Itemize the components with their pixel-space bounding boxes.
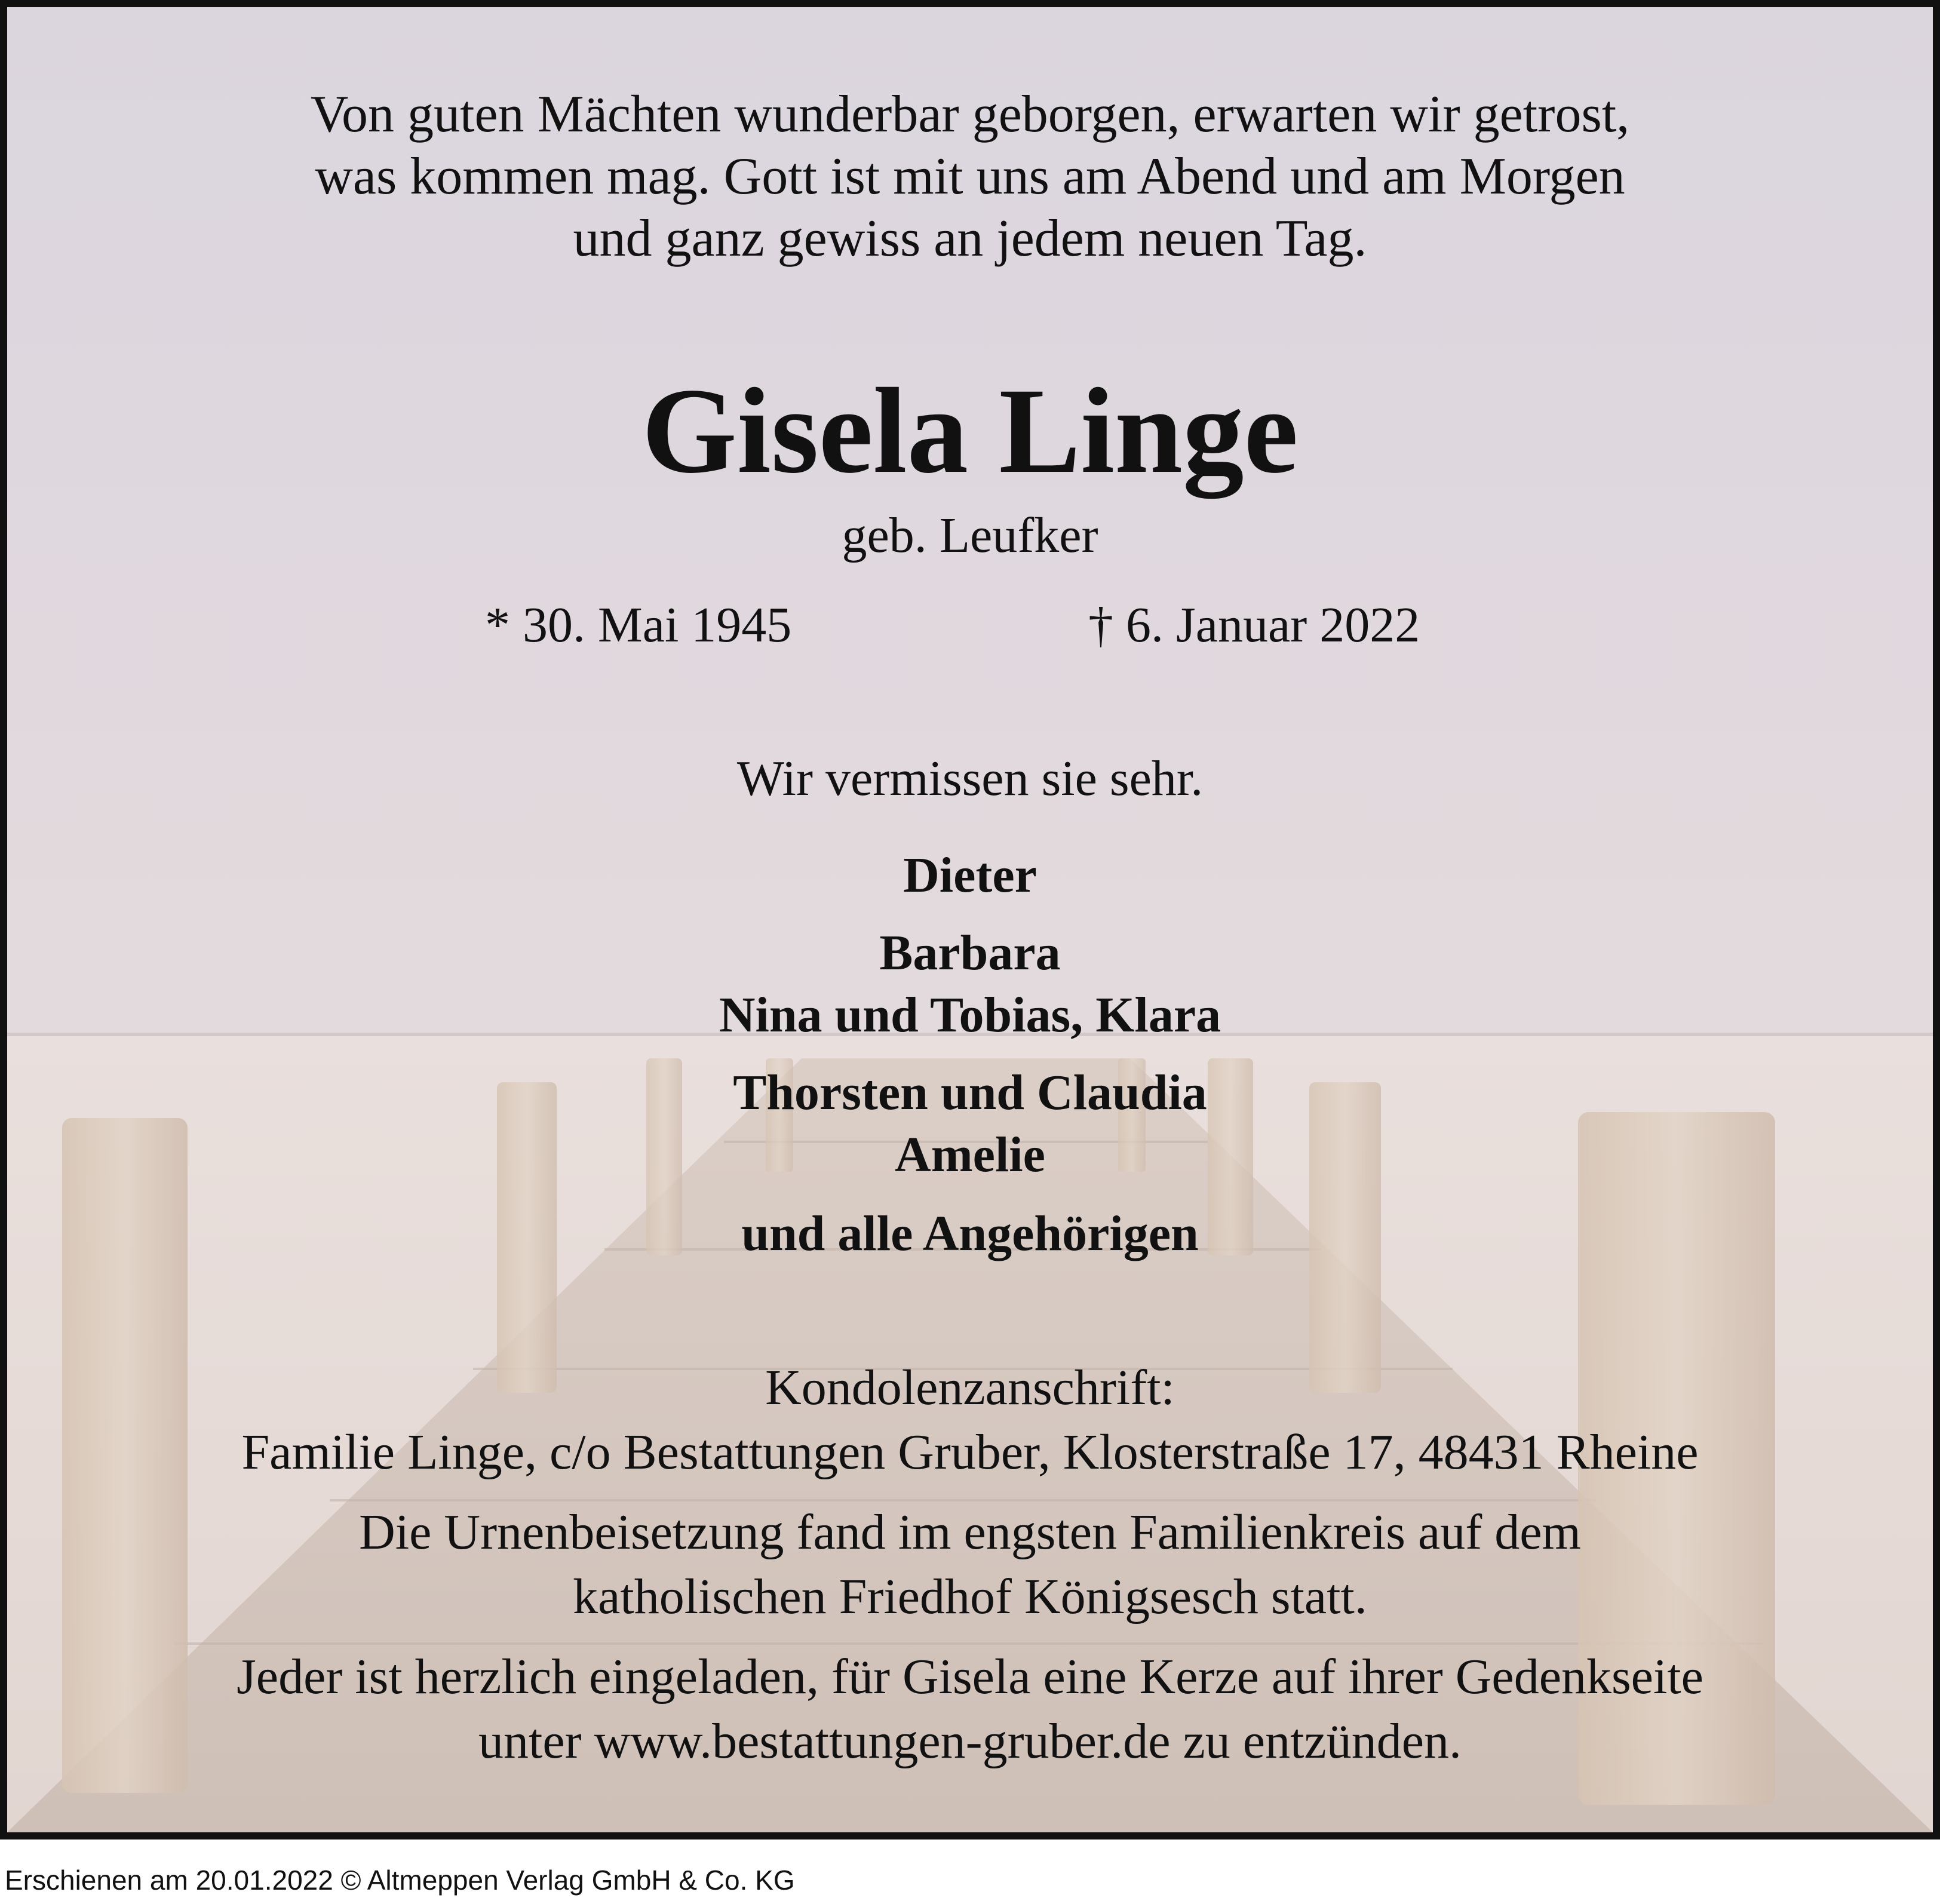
mourner-2: Barbara [879, 925, 1061, 981]
mourner-1: Dieter [903, 847, 1037, 903]
verse-line-1: Von guten Mächten wunderbar geborgen, erwarten wir getrost, [310, 85, 1630, 143]
verse-line-3: und ganz gewiss an jedem neuen Tag. [573, 210, 1367, 268]
death-date: † 6. Januar 2022 [1088, 597, 1420, 653]
mourner-6: und alle Angehörigen [741, 1206, 1199, 1261]
mourner-5: Amelie [895, 1127, 1045, 1183]
mourner-3: Nina und Tobias, Klara [719, 987, 1221, 1043]
message: Wir vermissen sie sehr. [736, 751, 1204, 806]
maiden-name: geb. Leufker [842, 508, 1098, 563]
publication-footer: Erschienen am 20.01.2022 © Altmeppen Verlag GmbH & Co. KG [5, 1865, 795, 1896]
verse-line-2: was kommen mag. Gott ist mit uns am Abend und am Morgen [315, 148, 1625, 205]
deceased-name: Gisela Linge [641, 363, 1299, 499]
condolence-label: Kondolenzanschrift: [765, 1360, 1175, 1415]
condolence-address: Familie Linge, c/o Bestattungen Gruber, Klosterstraße 17, 48431 Rheine [241, 1424, 1699, 1480]
invitation-line-1: Jeder ist herzlich eingeladen, für Gisela eine Kerze auf ihrer Gedenkseite [237, 1649, 1703, 1705]
invitation-line-2: unter www.bestattungen-gruber.de zu entzünden. [478, 1713, 1462, 1769]
obituary-content [7, 7, 1933, 1832]
birth-date: * 30. Mai 1945 [485, 597, 792, 653]
mourner-4: Thorsten und Claudia [733, 1065, 1207, 1120]
burial-line-1: Die Urnenbeisetzung fand im engsten Familienkreis auf dem [359, 1504, 1581, 1560]
burial-line-2: katholischen Friedhof Königsesch statt. [573, 1569, 1367, 1624]
